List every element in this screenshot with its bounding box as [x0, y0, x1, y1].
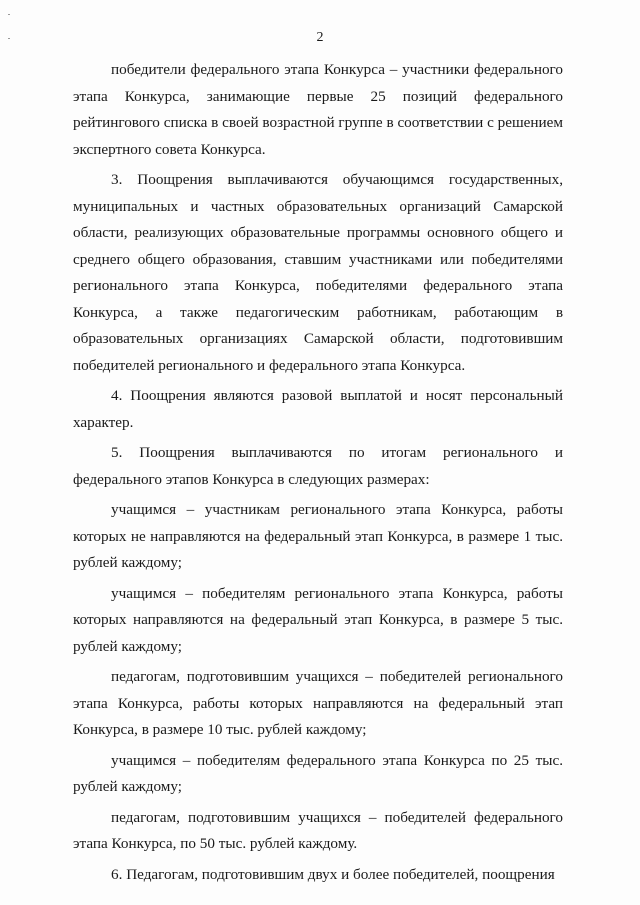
paragraph: учащимся – участникам регионального этапа Конкурса, работы которых не направляются на федеральный этап Конкурса, в размере 1 тыс. рублей каждому;	[73, 501, 563, 571]
page-number: 2	[316, 30, 324, 45]
paragraph: 6. Педагогам, подготовившим двух и более победителей, поощрения	[111, 865, 555, 883]
paragraph: учащимся – победителям федерального этапа Конкурса по 25 тыс. рублей каждому;	[73, 751, 563, 795]
paragraph: победители федерального этапа Конкурса – участники федерального этапа Конкурса, занимающие первые 25 позиций федерального рейтингового списка в своей возрастной группе в соответствии с решением экспертного совета Конкурса.	[73, 61, 563, 158]
scan-artifact	[8, 14, 10, 15]
paragraph: 5. Поощрения выплачиваются по итогам регионального и федерального этапов Конкурса в следующих размерах:	[73, 444, 563, 488]
paragraph: 4. Поощрения являются разовой выплатой и носят персональный характер.	[73, 387, 563, 431]
paragraph: педагогам, подготовившим учащихся – победителей регионального этапа Конкурса, работы которых направляются на федеральный этап Конкурса, в размере 10 тыс. рублей каждому;	[73, 668, 563, 738]
document-body	[73, 57, 563, 892]
paragraph: учащимся – победителям регионального этапа Конкурса, работы которых направляются на федеральный этап Конкурса, в размере 5 тыс. рублей каждому;	[73, 584, 563, 655]
paragraph: педагогам, подготовившим учащихся – победителей федерального этапа Конкурса, по 50 тыс. рублей каждому.	[73, 808, 563, 852]
paragraph: 3. Поощрения выплачиваются обучающимся государственных, муниципальных и частных образовательных организаций Самарской области, реализующих образовательные программы основного общего и среднего общего образования, ставшим участниками или победителями регионального этапа Конкурса, победителями федерального этапа Конкурса, а также педагогическим работникам, работающим в образовательных организациях Самарской области, подготовившим победителей регионального и федерального этапа Конкурса.	[73, 171, 563, 374]
